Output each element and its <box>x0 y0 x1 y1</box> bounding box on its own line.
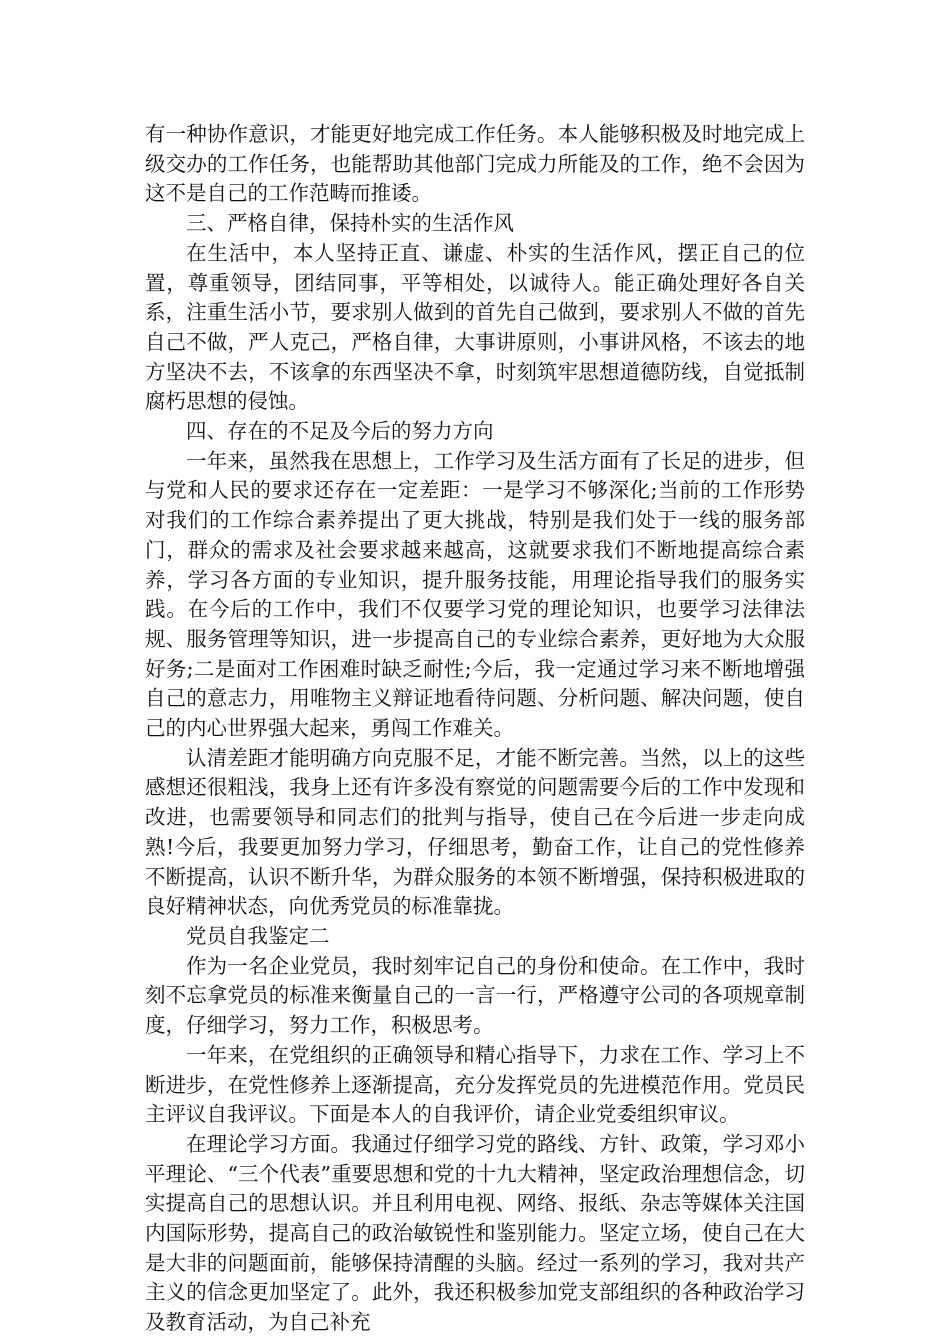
section-heading: 党员自我鉴定二 <box>186 923 330 948</box>
document-body <box>145 120 805 1338</box>
paragraph: 有一种协作意识，才能更好地完成工作任务。本人能够积极及时地完成上级交办的工作任务，也能帮助其他部门完成力所能及的工作，绝不会因为这不是自己的工作范畴而推诿。 <box>145 122 805 206</box>
paragraph: 一年来，虽然我在思想上，工作学习及生活方面有了长足的进步，但与党和人民的要求还存在一定差距：一是学习不够深化;当前的工作形势对我们的工作综合素养提出了更大挑战，特别是我们处于一线的服务部门，群众的需求及社会要求越来越高，这就要求我们不断地提高综合素养，学习各方面的专业知识，提升服务技能，用理论指导我们的服务实践。在今后的工作中，我们不仅要学习党的理论知识，也要学习法律法规、服务管理等知识，进一步提高自己的专业综合素养，更好地为大众服好务;二是面对工作困难时缺乏耐性;今后，我一定通过学习来不断地增强自己的意志力，用唯物主义辩证地看待问题、分析问题、解决问题，使自己的内心世界强大起来，勇闯工作难关。 <box>145 448 805 741</box>
section-heading: 四、存在的不足及今后的努力方向 <box>186 419 494 444</box>
paragraph: 作为一名企业党员，我时刻牢记自己的身份和使命。在工作中，我时刻不忘拿党员的标准来衡量自己的一言一行，严格遵守公司的各项规章制度，仔细学习，努力工作，积极思考。 <box>145 953 805 1038</box>
paragraph: 在理论学习方面。我通过仔细学习党的路线、方针、政策，学习邓小平理论、“三个代表”重要思想和党的十九大精神，坚定政治理想信念，切实提高自己的思想认识。并且利用电视、网络、报纸、杂志等媒体关注国内国际形势，提高自己的政治敏锐性和鉴别能力。坚定立场，使自己在大是大非的问题面前，能够保持清醒的头脑。经过一系列的学习，我对共产主义的信念更加坚定了。此外，我还积极参加党支部组织的各种政治学习及教育活动，为自己补充 <box>145 1131 805 1335</box>
paragraph: 认清差距才能明确方向克服不足，才能不断完善。当然，以上的这些感想还很粗浅，我身上还有许多没有察觉的问题需要今后的工作中发现和改进，也需要领导和同志们的批判与指导，使自己在今后进一步走向成熟!今后，我要更加努力学习，仔细思考，勤奋工作，让自己的党性修养不断提高，认识不断升华，为群众服务的本领不断增强，保持积极进取的良好精神状态，向优秀党员的标准靠拢。 <box>145 745 805 919</box>
paragraph: 一年来，在党组织的正确领导和精心指导下，力求在工作、学习上不断进步，在党性修养上逐渐提高，充分发挥党员的先进模范作用。党员民主评议自我评议。下面是本人的自我评价，请企业党委组织审议。 <box>145 1042 805 1127</box>
paragraph: 在生活中，本人坚持正直、谦虚、朴实的生活作风，摆正自己的位置，尊重领导，团结同事，平等相处，以诚待人。能正确处理好各自关系，注重生活小节，要求别人做到的首先自己做到，要求别人不做的首先自己不做，严人克己，严格自律，大事讲原则，小事讲风格，不该去的地方坚决不去，不该拿的东西坚决不拿，时刻筑牢思想道德防线，自觉抵制腐朽思想的侵蚀。 <box>145 240 805 414</box>
section-heading: 三、严格自律，保持朴实的生活作风 <box>186 211 514 236</box>
